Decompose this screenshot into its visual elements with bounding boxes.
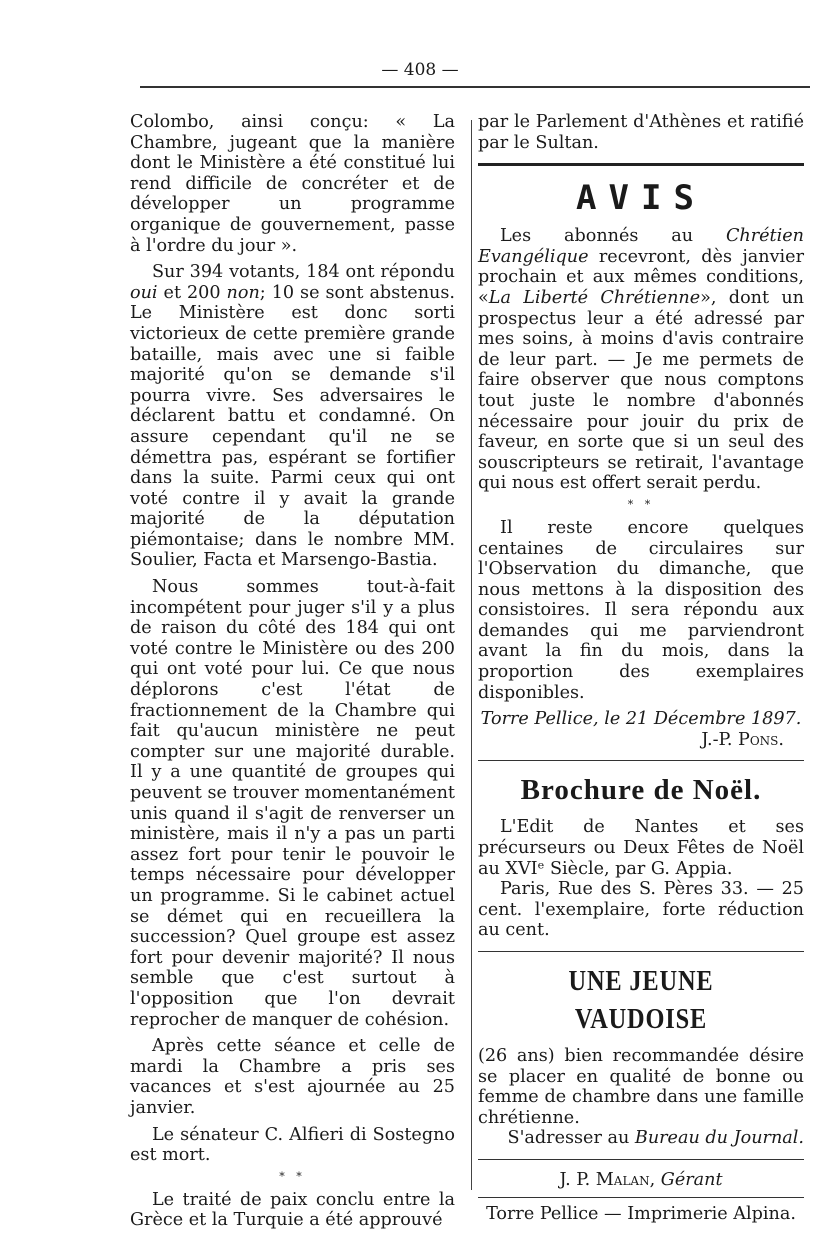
- paragraph: S'adresser au Bureau du Journal.: [507, 1128, 804, 1149]
- avis-heading: AVIS: [576, 178, 706, 219]
- section-rule: [478, 1159, 804, 1160]
- section-rule: [478, 951, 804, 952]
- header-rule: [140, 86, 810, 88]
- section-separator: * *: [627, 497, 655, 511]
- paragraph: par le Parlement d'Athènes et ratifié par le Sultan.: [478, 112, 804, 153]
- paragraph: Nous sommes tout-à-fait incompétent pour juger s'il y a plus de raison du côté des 184 qui ont voté contre le Ministère ou des 200 qui ont voté pour lui. Ce que nous déplorons c'est l'état de fractionnement de la Chambre qui fait qu'aucun ministère ne peut compter sur une majorité durable. Il y a une quantité de groupes qui peuvent se trouver momentanément unis quand il s'agit de renverser un ministère, mais il n'y a pas un parti assez fort pour tenir le pouvoir le temps nécessaire pour développer un programme. Si le cabinet actuel se démet qui en recueillera la succession? Quel groupe est assez fort pour devenir majorité? Il nous semble que c'est surtout à l'opposition que l'on devrait reprocher de manquer de cohésion.: [130, 577, 455, 1030]
- paragraph: Paris, Rue des S. Pères 33. — 25 cent. l'exemplaire, forte réduction au cent.: [478, 879, 804, 941]
- paragraph: Après cette séance et celle de mardi la Chambre a pris ses vacances et s'est ajournée au 25 janvier.: [130, 1036, 455, 1118]
- paragraph: Colombo, ainsi conçu: « La Chambre, jugeant que la manière dont le Ministère a été constitué lui rend difficile de concréter et de développer un programme organique de gouvernement, passe à l'ordre du jour ».: [130, 112, 455, 256]
- paragraph: Il reste encore quelques centaines de circulaires sur l'Observation du dimanche, que nous mettons à la disposition des consistoires. Il sera répondu aux demandes qui me parviendront avant la fin du mois, dans la proportion des exemplaires disponibles.: [478, 517, 804, 703]
- paragraph: (26 ans) bien recommandée désire se placer en qualité de bonne ou femme de chambre dans une famille chrétienne.: [478, 1046, 804, 1128]
- paragraph: Le sénateur C. Alfieri di Sostegno est mort.: [130, 1124, 455, 1166]
- paragraph: Le traité de paix conclu entre la Grèce et la Turquie a été approuvé: [130, 1189, 455, 1231]
- gerant-line: J. P. Malan, Gérant: [559, 1169, 723, 1190]
- section-rule: [478, 1197, 804, 1198]
- paragraph: Les abonnés au Chrétien Evangélique recevront, dès janvier prochain et aux mêmes conditions, «La Liberté Chrétienne», dont un prospectus leur a été adressé par mes soins, à moins d'avis contraire de leur part. — Je me permets de faire observer que nous comptons tout juste le nombre d'abonnés nécessaire pour jouir du prix de faveur, en sorte que si un seul des souscripteurs se retirait, l'avantage qui nous est offert serait perdu.: [478, 226, 804, 494]
- paragraph: Sur 394 votants, 184 ont répondu oui et 200 non; 10 se sont abstenus. Le Ministère est donc sorti victorieux de cette première grande bataille, mais avec une si faible majorité qu'on se demande s'il pourra vivre. Ses adversaires le déclarent battu et condamné. On assure cependant qu'il ne se démettra pas, espérant se fortifier dans la suite. Parmi ceux qui ont voté contre il y avait la grande majorité de la députation piémontaise; dans le nombre MM. Soulier, Facta et Marsengo-Bastia.: [130, 262, 455, 571]
- imprint: Torre Pellice — Imprimerie Alpina.: [486, 1203, 796, 1224]
- section-separator: * *: [279, 1169, 306, 1183]
- section-rule: [478, 163, 804, 166]
- page-number: — 408 —: [381, 60, 459, 80]
- column-divider: [471, 120, 472, 1190]
- brochure-heading: Brochure de Noël.: [520, 774, 762, 807]
- vaudoise-heading: UNE JEUNE VAUDOISE: [568, 965, 714, 1035]
- signature: J.-P. Pons.: [701, 729, 784, 750]
- left-column: [130, 112, 455, 1231]
- dateline: Torre Pellice, le 21 Décembre 1897.: [480, 709, 802, 730]
- right-column: [478, 112, 804, 1224]
- paragraph: L'Edit de Nantes et ses précurseurs ou Deux Fêtes de Noël au XVIᵉ Siècle, par G. Appia.: [478, 817, 804, 879]
- section-rule: [478, 760, 804, 761]
